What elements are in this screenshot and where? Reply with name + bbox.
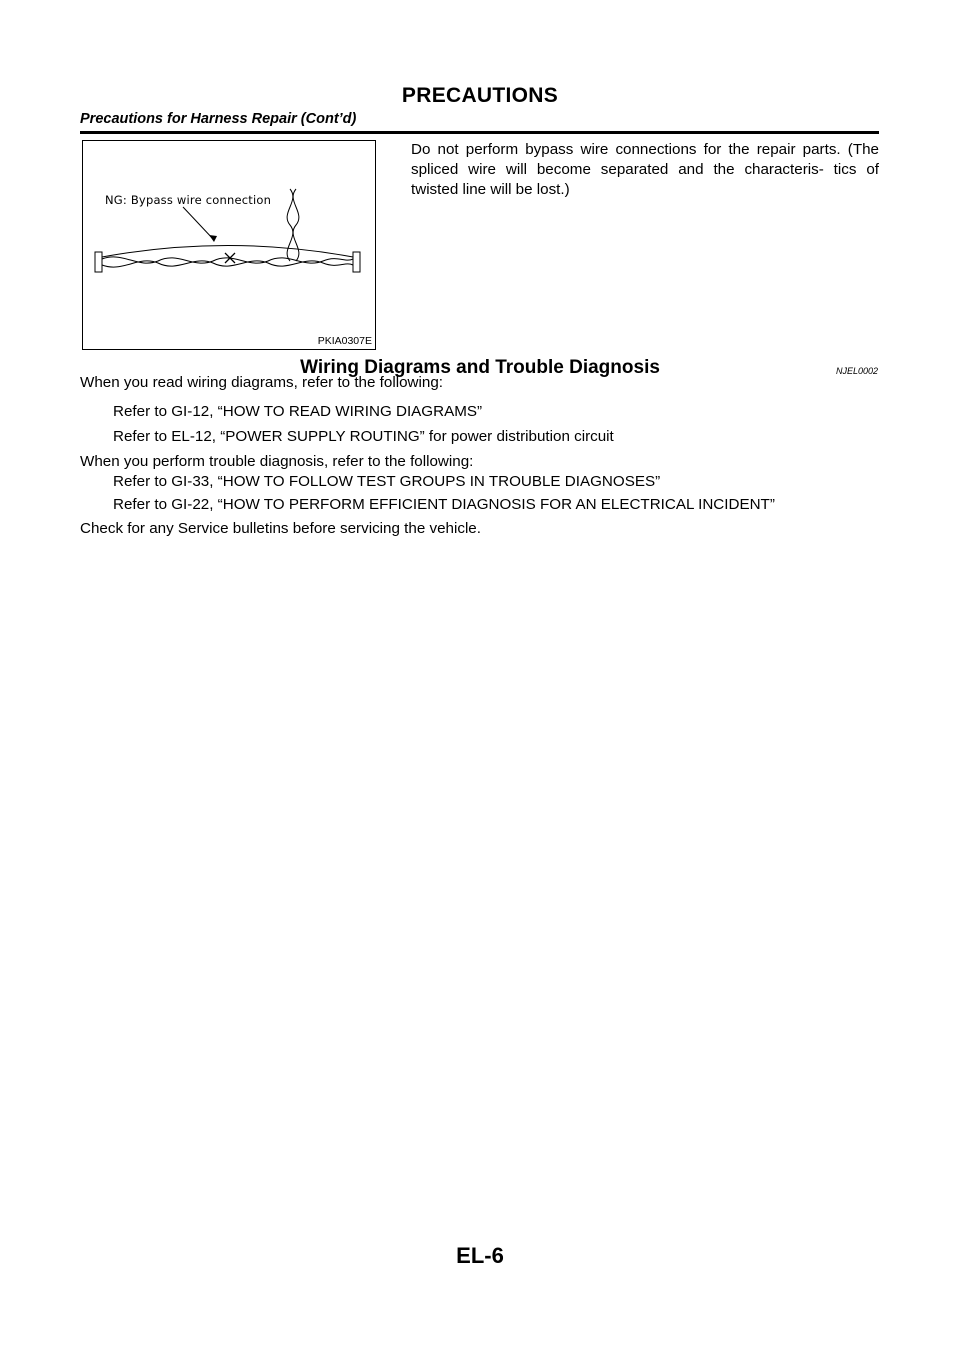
section-heading: Wiring Diagrams and Trouble Diagnosis <box>300 357 660 378</box>
twisted-strand-b <box>102 261 353 267</box>
left-connector <box>95 252 102 272</box>
page-subtitle: Precautions for Harness Repair (Cont’d) <box>80 111 357 127</box>
bypass-wire-figure <box>82 140 376 350</box>
header-rule <box>80 131 879 134</box>
read-reference-2: Refer to EL-12, “POWER SUPPLY ROUTING” for power distribution circuit <box>113 428 614 445</box>
twisted-wire-diagram <box>83 141 377 351</box>
section-code: NJEL0002 <box>835 366 878 376</box>
page-title: PRECAUTIONS <box>401 84 559 107</box>
right-connector <box>353 252 360 272</box>
intro-paragraph: Do not perform bypass wire connections for the repair parts. (The spliced wire will become separated and the characteris- tics of twisted line will be lost.) <box>411 141 879 198</box>
read-intro-text: When you read wiring diagrams, refer to the following: <box>80 374 443 391</box>
figure-caption: PKIA0307E <box>317 335 372 347</box>
perform-reference-2: Refer to GI-22, “HOW TO PERFORM EFFICIENT DIAGNOSIS FOR AN ELECTRICAL INCIDENT” <box>113 496 775 513</box>
perform-intro-text: When you perform trouble diagnosis, refer to the following: <box>80 453 474 470</box>
perform-reference-1: Refer to GI-33, “HOW TO FOLLOW TEST GROUPS IN TROUBLE DIAGNOSES” <box>113 473 661 490</box>
closing-note: Check for any Service bulletins before servicing the vehicle. <box>80 520 481 537</box>
figure-label: NG: Bypass wire connection <box>105 193 272 207</box>
bypass-twist-strand-a <box>287 189 293 261</box>
page-number: EL-6 <box>456 1243 504 1268</box>
pointer-arrow-head <box>209 235 217 242</box>
read-reference-1: Refer to GI-12, “HOW TO READ WIRING DIAGRAMS” <box>113 403 483 420</box>
bypass-twist-strand-b <box>293 189 299 261</box>
